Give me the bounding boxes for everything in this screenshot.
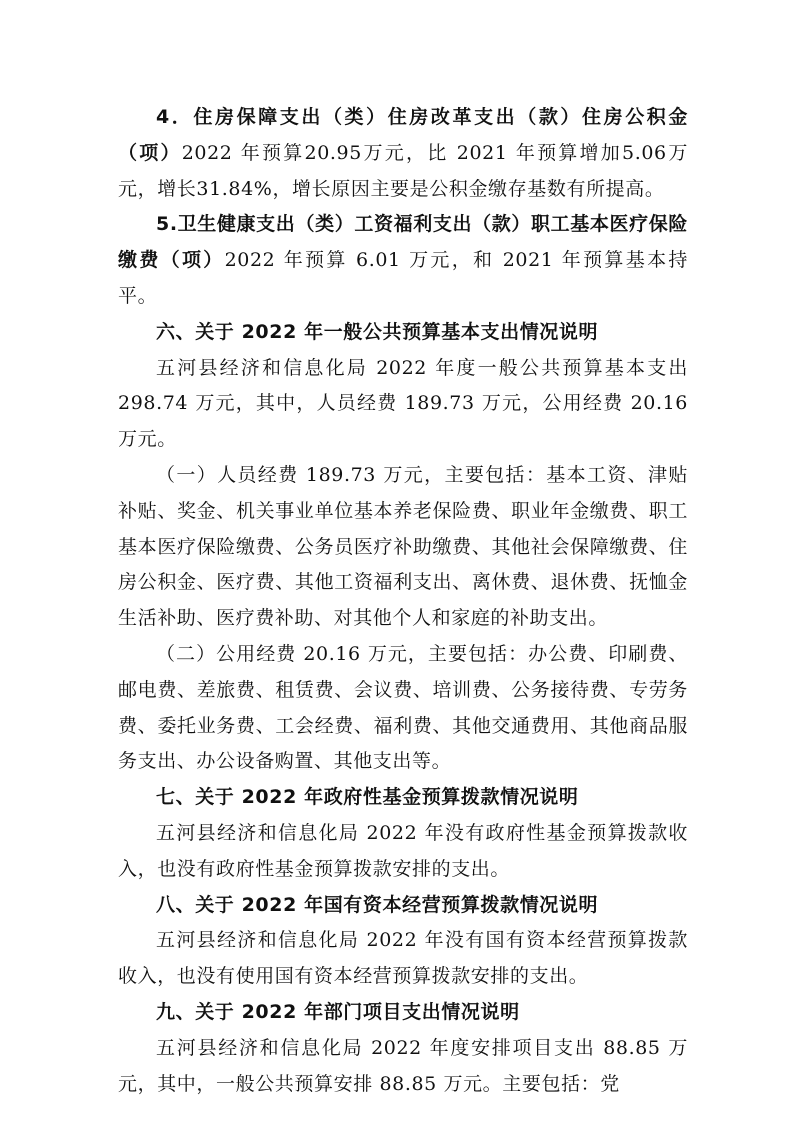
document-page bbox=[118, 100, 688, 1102]
paragraph-state-capital: 五河县经济和信息化局 2022 年没有国有资本经营预算拨款收入，也没有使用国有资本经营预算拨款安排的支出。 bbox=[118, 929, 688, 988]
section-heading-8: 八、关于 2022 年国有资本经营预算拨款情况说明 bbox=[156, 893, 599, 916]
item-text-medical-insurance: 2022 年预算 6.01 万元，和 2021 年预算基本持平。 bbox=[118, 249, 688, 307]
paragraph-project-expenditure: 五河县经济和信息化局 2022 年度安排项目支出 88.85 万元，其中，一般公共预算安排 88.85 万元。主要包括：党 bbox=[118, 1036, 688, 1095]
section-heading-7: 七、关于 2022 年政府性基金预算拨款情况说明 bbox=[156, 786, 579, 809]
paragraph-medical-insurance bbox=[118, 207, 688, 314]
paragraph-basic-expenditure: 五河县经济和信息化局 2022 年度一般公共预算基本支出 298.74 万元，其中，人员经费 189.73 万元，公用经费 20.16 万元。 bbox=[118, 356, 688, 451]
paragraph-housing-fund bbox=[118, 100, 688, 207]
item-heading-medical-insurance: 5.卫生健康支出（类）工资福利支出（款）职工基本医疗保险缴费（项） bbox=[118, 213, 688, 272]
paragraph-government-fund: 五河县经济和信息化局 2022 年没有政府性基金预算拨款收入，也没有政府性基金预算拨款安排的支出。 bbox=[118, 821, 688, 880]
paragraph-public-expenses: （二）公用经费 20.16 万元，主要包括：办公费、印刷费、邮电费、差旅费、租赁费、会议费、培训费、公务接待费、专劳务费、委托业务费、工会经费、福利费、其他交通费用、其他商品服务支出、办公设备购置、其他支出等。 bbox=[118, 642, 688, 773]
item-heading-housing-fund: 4．住房保障支出（类）住房改革支出（款）住房公积金（项） bbox=[118, 106, 688, 164]
section-heading-6: 六、关于 2022 年一般公共预算基本支出情况说明 bbox=[156, 320, 599, 343]
item-text-housing-fund: 2022 年预算20.95万元，比 2021 年预算增加5.06万元，增长31.84%，增长原因主要是公积金缴存基数有所提高。 bbox=[118, 141, 688, 200]
paragraph-personnel-expenses: （一）人员经费 189.73 万元，主要包括：基本工资、津贴补贴、奖金、机关事业单位基本养老保险费、职业年金缴费、职工基本医疗保险缴费、公务员医疗补助缴费、其他社会保障缴费、住房公积金、医疗费、其他工资福利支出、离休费、退休费、抚恤金生活补助、医疗费补助、对其他个人和家庭的补助支出。 bbox=[118, 463, 688, 630]
section-heading-9: 九、关于 2022 年部门项目支出情况说明 bbox=[156, 1000, 520, 1023]
